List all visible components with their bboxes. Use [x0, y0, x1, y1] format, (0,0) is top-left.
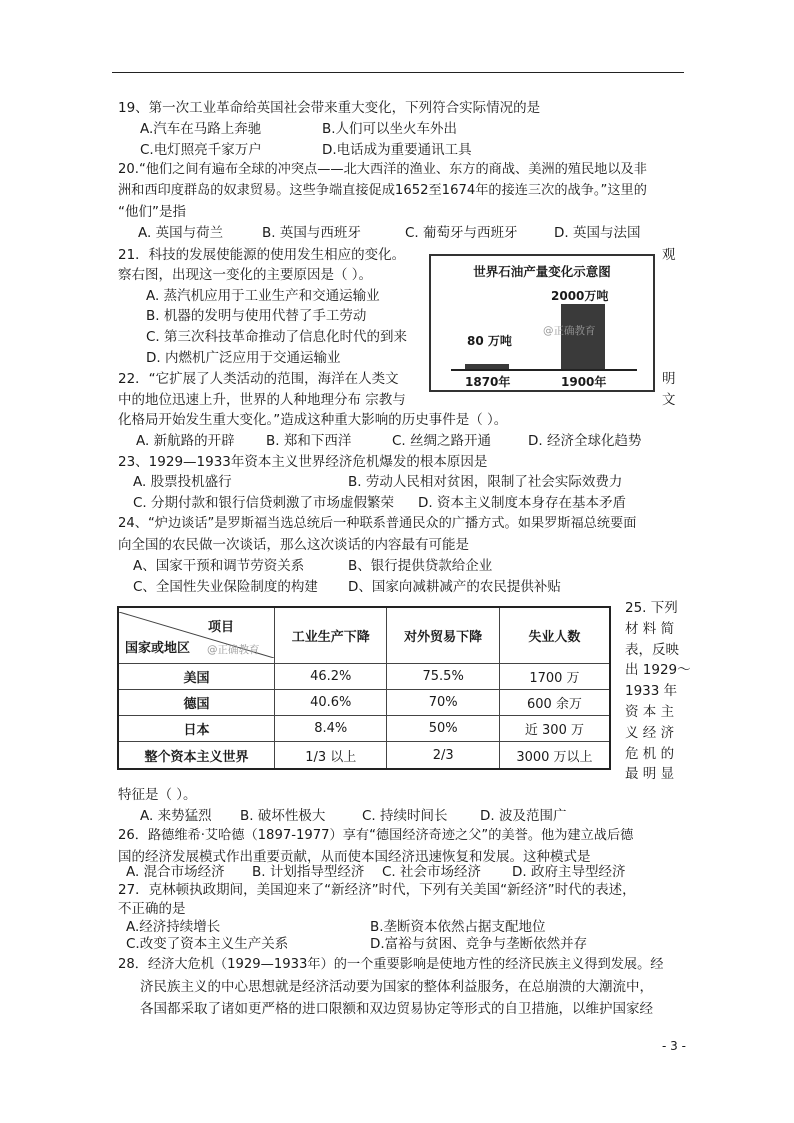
- q25-side-7: 义 经 济: [625, 725, 675, 741]
- q21-option-b: B. 机器的发明与使用代替了手工劳动: [146, 308, 367, 324]
- row-label: 德国: [118, 689, 275, 715]
- table-cell: 40.6%: [275, 689, 387, 715]
- q25-side-9: 最 明 显: [625, 766, 675, 782]
- q28-line-3: 各国都采取了诸如更严格的进口限额和双边贸易协定等形式的自卫措施，以维护国家经: [140, 1001, 653, 1017]
- q25-side-4: 出 1929～: [625, 662, 691, 678]
- q22-option-d: D. 经济全球化趋势: [528, 433, 642, 449]
- corner-bottom-label: 国家或地区: [125, 641, 191, 657]
- q25-option-d: D. 波及范围广: [480, 808, 567, 824]
- q20-line-3: “他们”是指: [118, 204, 186, 220]
- header-rule: [112, 72, 684, 73]
- x-label-1870: 1870年: [465, 375, 511, 389]
- table-cell: 1700 万: [499, 663, 610, 689]
- q26-line-2: 国的经济发展模式作出重要贡献，从而使本国经济迅速恢复和发展。这种模式是: [118, 849, 591, 865]
- q24-option-d: D、国家向减耕减产的农民提供补贴: [348, 579, 561, 595]
- q22-line-3: 化格局开始发生重大变化。”造成这种重大影响的历史事件是（ ）。: [118, 412, 508, 428]
- q22-option-b: B. 郑和下西洋: [266, 433, 352, 449]
- q25-side-5: 1933 年: [625, 683, 678, 699]
- table-cell: 50%: [387, 716, 499, 742]
- q25-side-3: 表，反映: [625, 642, 679, 658]
- q25-line-end: 特征是（ ）。: [118, 787, 197, 803]
- table-cell: 70%: [387, 689, 499, 715]
- q24-line-2: 向全国的农民做一次谈话，那么这次谈话的内容最有可能是: [118, 537, 469, 553]
- q22-option-c: C. 丝绸之路开通: [392, 433, 492, 449]
- q22-line-1-end: 明: [662, 371, 676, 387]
- q23-stem: 23、1929—1933年资本主义世界经济危机爆发的根本原因是: [118, 454, 488, 470]
- q25-side-1: 25. 下列: [625, 600, 678, 616]
- q21-option-a: A. 蒸汽机应用于工业生产和交通运输业: [146, 288, 380, 304]
- q22-line-2: 中的地位迅速上升，世界的人种地理分布 宗教与: [118, 392, 406, 408]
- q24-option-c: C、全国性失业保险制度的构建: [133, 579, 318, 595]
- q21-line-2: 察右图，出现这一变化的主要原因是（ ）。: [118, 267, 373, 283]
- q20-option-a: A. 英国与荷兰: [138, 225, 224, 241]
- header-unemployment: 失业人数: [499, 607, 610, 663]
- row-label: 日本: [118, 716, 275, 742]
- q20-option-b: B. 英国与西班牙: [262, 225, 361, 241]
- q28-line-1: 28．经济大危机（1929—1933年）的一个重要影响是使地方性的经济民族主义得到发展。经: [118, 957, 664, 972]
- q27-line-1: 27．克林顿执政期间，美国迎来了“新经济”时代，下列有关美国“新经济”时代的表述，: [118, 882, 636, 898]
- row-label: 美国: [118, 663, 275, 689]
- q26-option-c: C. 社会市场经济: [382, 864, 482, 880]
- figure-watermark: @正确教育: [543, 325, 596, 337]
- q20-line-1: 20.“他们之间有遍布全球的冲突点——北大西洋的渔业、东方的商战、美洲的殖民地以及非: [118, 162, 647, 177]
- crisis-data-table: [117, 606, 611, 770]
- table-cell: 46.2%: [275, 663, 387, 689]
- row-label: 整个资本主义世界: [118, 742, 275, 769]
- q20-line-2: 洲和西印度群岛的奴隶贸易。这些争端直接促成1652至1674年的接连三次的战争。”这里的: [118, 183, 647, 198]
- q21-option-c: C. 第三次科技革命推动了信息化时代的到来: [146, 329, 408, 345]
- q19-option-d: D.电话成为重要通讯工具: [322, 142, 472, 158]
- q22-option-a: A. 新航路的开辟: [136, 433, 235, 449]
- q23-option-b: B. 劳动人民相对贫困，限制了社会实际效费力: [348, 474, 623, 490]
- x-label-1900: 1900年: [561, 375, 607, 389]
- q24-option-a: A、国家干预和调节劳资关系: [133, 558, 305, 574]
- q19-option-a: A.汽车在马路上奔驰: [140, 121, 262, 137]
- page-number: - 3 -: [662, 1039, 686, 1053]
- bar-1870-label: 80 万吨: [467, 334, 512, 348]
- table-cell: 75.5%: [387, 663, 499, 689]
- q27-option-a: A.经济持续增长: [126, 919, 221, 935]
- q26-option-d: D. 政府主导型经济: [512, 864, 626, 880]
- q25-side-2: 材 料 简: [625, 621, 675, 637]
- q27-option-c: C.改变了资本主义生产关系: [126, 936, 289, 952]
- figure-x-axis: [451, 369, 637, 371]
- q21-option-d: D. 内燃机广泛应用于交通运输业: [146, 350, 341, 366]
- q27-option-d: D.富裕与贫困、竞争与垄断依然并存: [370, 936, 588, 952]
- q27-option-b: B.垄断资本依然占据支配地位: [370, 919, 546, 935]
- q26-line-1: 26．路德维希·艾哈德（1897-1977）享有“德国经济奇迹之父”的美誉。他为建立战后德: [118, 828, 634, 843]
- q23-option-c: C. 分期付款和银行信贷刺激了市场虚假繁荣: [133, 495, 395, 511]
- q25-side-8: 危 机 的: [625, 746, 675, 762]
- table-cell: 2/3: [387, 742, 499, 769]
- oil-production-figure: [429, 254, 655, 392]
- table-corner-cell: [118, 607, 275, 663]
- header-industrial-decline: 工业生产下降: [275, 607, 387, 663]
- q19-option-c: C.电灯照亮千家万户: [140, 142, 262, 158]
- q20-option-d: D. 英国与法国: [554, 225, 641, 241]
- table-cell: 600 余万: [499, 689, 610, 715]
- q22-line-1: 22．“它扩展了人类活动的范围，海洋在人类文: [118, 371, 399, 387]
- q26-option-a: A. 混合市场经济: [126, 864, 225, 880]
- q25-option-c: C. 持续时间长: [362, 808, 448, 824]
- q28-line-2: 济民族主义的中心思想就是经济活动要为国家的整体利益服务，在总崩溃的大潮流中，: [140, 979, 653, 995]
- q26-option-b: B. 计划指导型经济: [252, 864, 365, 880]
- q24-line-1: 24、“炉边谈话”是罗斯福当选总统后一种联系普通民众的广播方式。如果罗斯福总统要面: [118, 516, 637, 531]
- table-cell: 8.4%: [275, 716, 387, 742]
- corner-top-label: 项目: [207, 620, 234, 636]
- header-trade-decline: 对外贸易下降: [387, 607, 499, 663]
- q23-option-a: A. 股票投机盛行: [133, 474, 232, 490]
- q25-option-b: B. 破坏性极大: [240, 808, 326, 824]
- table-watermark: @正确教育: [207, 644, 260, 657]
- q19-stem: 19、第一次工业革命给英国社会带来重大变化，下列符合实际情况的是: [118, 100, 541, 116]
- figure-title: 世界石油产量变化示意图: [473, 264, 611, 279]
- q20-option-c: C. 葡萄牙与西班牙: [405, 225, 518, 241]
- table-cell: 近 300 万: [499, 716, 610, 742]
- q19-option-b: B.人们可以坐火车外出: [322, 121, 458, 137]
- q21-line-1: 21．科技的发展使能源的使用发生相应的变化。: [118, 247, 406, 263]
- q21-line-1-end: 观: [662, 247, 676, 263]
- q24-option-b: B、银行提供贷款给企业: [348, 558, 493, 574]
- q22-line-2-end: 文: [662, 392, 676, 408]
- q25-side-6: 资 本 主: [625, 704, 675, 720]
- q23-option-d: D. 资本主义制度本身存在基本矛盾: [418, 495, 626, 511]
- q25-option-a: A. 来势猛烈: [140, 808, 212, 824]
- table-cell: 1/3 以上: [275, 742, 387, 769]
- q27-line-2: 不正确的是: [118, 901, 186, 917]
- table-cell: 3000 万以上: [499, 742, 610, 769]
- bar-1900-label: 2000万吨: [551, 289, 609, 303]
